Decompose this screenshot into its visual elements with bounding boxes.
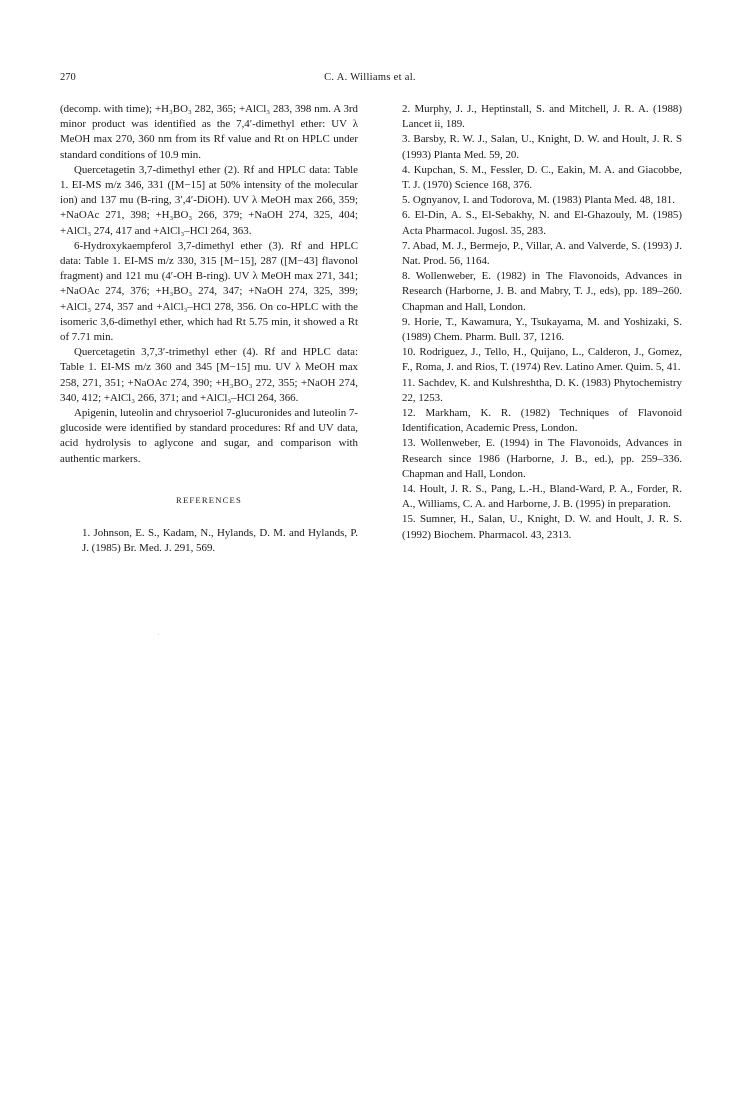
references-heading: REFERENCES xyxy=(176,494,242,505)
paragraph-compound-3: 6-Hydroxykaempferol 3,7-dimethyl ether (3). Rf and HPLC data: Table 1. EI-MS m/z 330, 315 [M−15], 287 ([M−43] flavonol fragment) and 121 mu (4′-OH B-ring). UV λ MeOH max 271, 341; +NaOAc 274, 376; +H₃BO₃ 274, 347; +NaOH 274, 325, 399; +AlCl₃ 274, 357 and +AlCl₃–HCl 278, 356. On co-HPLC with the isomeric 3,6-dimethyl ether, which had Rt 5.75 min, it showed a Rt of 7.71 min. xyxy=(60,239,358,344)
running-head: C. A. Williams et al. xyxy=(324,72,416,83)
reference-item: 6. El-Din, A. S., El-Sebakhy, N. and El-Ghazouly, M. (1985) Acta Pharmacol. Jugosl. 35, 283. xyxy=(402,209,682,237)
scan-speck xyxy=(158,634,159,635)
paragraph-compound-2: Quercetagetin 3,7-dimethyl ether (2). Rf and HPLC data: Table 1. EI-MS m/z 346, 331 ([M−15] at 50% intensity of the molecular ion) and 137 mu (B-ring, 3′,4′-DiOH). UV λ MeOH max 266, 359; +NaOAc 271, 398; +H₃BO₃ 266, 379; +NaOH 274, 325, 404; +AlCl₃ 274, 417 and +AlCl₃–HCl 264, 363. xyxy=(60,163,358,237)
reference-item: 11. Sachdev, K. and Kulshreshtha, D. K. (1983) Phytochemistry 22, 1253. xyxy=(402,376,682,404)
reference-item: 10. Rodriguez, J., Tello, H., Quijano, L., Calderon, J., Gomez, F., Roma, J. and Rios, T. (1974) Rev. Latino Amer. Quim. 5, 41. xyxy=(402,346,682,374)
paragraph-compound-4: Quercetagetin 3,7,3′-trimethyl ether (4). Rf and HPLC data: Table 1. EI-MS m/z 360 and 345 [M−15] mu. UV λ MeOH max 258, 271, 351; +NaOAc 274, 390; +H₃BO₃ 272, 355; +NaOH 274, 340, 412; +AlCl₃ 266, 371; and +AlCl₃–HCl 264, 366. xyxy=(60,346,358,404)
reference-item: 2. Murphy, J. J., Heptinstall, S. and Mitchell, J. R. A. (1988) Lancet ii, 189. xyxy=(402,103,682,131)
reference-item: 15. Sumner, H., Salan, U., Knight, D. W. and Hoult, J. R. S. (1992) Biochem. Pharmacol. 43, 2313. xyxy=(402,513,682,541)
reference-item: 1. Johnson, E. S., Kadam, N., Hylands, D. M. and Hylands, P. J. (1985) Br. Med. J. 291, 569. xyxy=(82,527,358,555)
page-number: 270 xyxy=(60,72,76,83)
right-column xyxy=(380,102,682,543)
reference-item: 3. Barsby, R. W. J., Salan, U., Knight, D. W. and Hoult, J. R. S (1993) Planta Med. 59, 20. xyxy=(402,133,682,161)
reference-item: 14. Hoult, J. R. S., Pang, L.-H., Bland-Ward, P. A., Forder, R. A., Williams, C. A. and Harborne, J. B. (1995) in preparation. xyxy=(402,483,682,511)
reference-item: 7. Abad, M. J., Bermejo, P., Villar, A. and Valverde, S. (1993) J. Nat. Prod. 56, 1164. xyxy=(402,239,682,268)
reference-item: 5. Ognyanov, I. and Todorova, M. (1983) Planta Med. 48, 181. xyxy=(402,194,675,207)
reference-item: 4. Kupchan, S. M., Fessler, D. C., Eakin, M. A. and Giacobbe, T. J. (1970) Science 168, 376. xyxy=(402,163,682,192)
paragraph-glycosides: Apigenin, luteolin and chrysoeriol 7-glucuronides and luteolin 7-glucoside were identified by standard procedures: Rf and UV data, acid hydrolysis to aglycone and sugar, and comparison with authentic markers. xyxy=(60,407,358,465)
left-column xyxy=(60,102,358,556)
paragraph-decomp: (decomp. with time); +H₃BO₃ 282, 365; +AlCl₃ 283, 398 nm. A 3rd minor product was identified as the 7,4′-dimethyl ether: UV λ MeOH max 270, 360 nm from its Rf value and Rt on HPLC under standard conditions of 10.9 min. xyxy=(60,103,358,161)
reference-item: 9. Horie, T., Kawamura, Y., Tsukayama, M. and Yoshizaki, S. (1989) Chem. Pharm. Bull. 37, 1216. xyxy=(402,315,682,344)
reference-item: 8. Wollenweber, E. (1982) in The Flavonoids, Advances in Research (Harborne, J. B. and Mabry, T. J., eds), pp. 189–260. Chapman and Hall, London. xyxy=(402,270,682,313)
reference-item: 12. Markham, K. R. (1982) Techniques of Flavonoid Identification, Academic Press, London. xyxy=(402,407,682,435)
reference-item: 13. Wollenweber, E. (1994) in The Flavonoids, Advances in Research since 1986 (Harborne, J. B., ed.), pp. 259–336. Chapman and Hall, London. xyxy=(402,437,682,480)
